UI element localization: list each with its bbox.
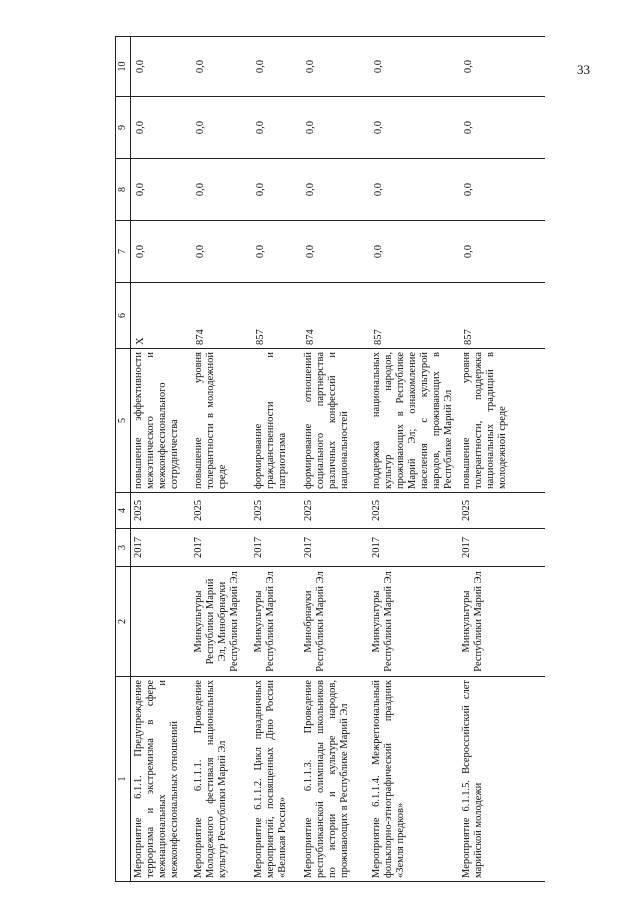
value-cell: 0,0 bbox=[369, 159, 459, 221]
value-cell: 0,0 bbox=[251, 97, 301, 159]
end-year-cell: 2025 bbox=[369, 493, 459, 529]
value-cell: 0,0 bbox=[459, 221, 545, 283]
column-header: 9 bbox=[116, 97, 131, 159]
end-year-cell: 2025 bbox=[251, 493, 301, 529]
table-row bbox=[459, 37, 545, 882]
value-cell: 0,0 bbox=[191, 159, 251, 221]
expected-result-cell: повышение уровня толерантности в молодежной среде bbox=[191, 349, 251, 493]
measure-name-cell: Мероприятие 6.1.1. Предупреждение терроризма и экстремизма в сфере межнациональных и межконфессиональных отношений bbox=[131, 677, 192, 882]
page-number: 33 bbox=[577, 62, 590, 77]
value-cell: 0,0 bbox=[369, 37, 459, 97]
value-cell: 0,0 bbox=[459, 97, 545, 159]
value-cell: 0,0 bbox=[191, 221, 251, 283]
expected-result-cell: поддержка национальных культур народов, проживающих в Республике Марий Эл; ознакомление населения с культурой народов, проживающих в Республике Марий Эл bbox=[369, 349, 459, 493]
value-cell: 0,0 bbox=[191, 97, 251, 159]
value-cell: 0,0 bbox=[369, 221, 459, 283]
executor-cell: Минкультуры Республики Марий Эл, Минобрнауки Республики Марий Эл bbox=[191, 567, 251, 677]
value-cell: 0,0 bbox=[301, 37, 369, 97]
code-cell: 874 bbox=[301, 283, 369, 349]
measure-name-cell: Мероприятие 6.1.1.4. Межрегиональный фольклорно-этнографический праздник «Земля предков» bbox=[369, 677, 459, 882]
table-row bbox=[301, 37, 369, 882]
executor-cell: Минкультуры Республики Марий Эл bbox=[459, 567, 545, 677]
value-cell: 0,0 bbox=[191, 37, 251, 97]
value-cell: 0,0 bbox=[459, 37, 545, 97]
end-year-cell: 2025 bbox=[191, 493, 251, 529]
measure-name-cell: Мероприятие 6.1.1.1. Проведение Молодежного фестиваля национальных культур Республики Марий Эл bbox=[191, 677, 251, 882]
executor-cell bbox=[131, 567, 192, 677]
rotated-table-container bbox=[115, 37, 613, 882]
start-year-cell: 2017 bbox=[369, 529, 459, 567]
value-cell: 0,0 bbox=[301, 159, 369, 221]
column-header: 2 bbox=[116, 567, 131, 677]
value-cell: 0,0 bbox=[131, 159, 192, 221]
start-year-cell: 2017 bbox=[251, 529, 301, 567]
end-year-cell: 2025 bbox=[301, 493, 369, 529]
value-cell: 0,0 bbox=[131, 221, 192, 283]
table-row bbox=[131, 37, 192, 882]
value-cell: 0,0 bbox=[459, 159, 545, 221]
code-cell: 857 bbox=[251, 283, 301, 349]
executor-cell: Минкультуры Республики Марий Эл bbox=[251, 567, 301, 677]
program-measures-table bbox=[115, 36, 545, 882]
start-year-cell: 2017 bbox=[131, 529, 192, 567]
value-cell: 0,0 bbox=[131, 37, 192, 97]
value-cell: 0,0 bbox=[251, 159, 301, 221]
column-header: 3 bbox=[116, 529, 131, 567]
value-cell: 0,0 bbox=[251, 37, 301, 97]
code-cell: 857 bbox=[459, 283, 545, 349]
start-year-cell: 2017 bbox=[301, 529, 369, 567]
code-cell: 857 bbox=[369, 283, 459, 349]
measure-name-cell: Мероприятие 6.1.1.5. Всероссийский слет марийской молодежи bbox=[459, 677, 545, 882]
expected-result-cell: формирование отношений социального партнерства различных конфессий и национальностей bbox=[301, 349, 369, 493]
column-header: 5 bbox=[116, 349, 131, 493]
expected-result-cell: повышение уровня толерантности, поддержка национальных традиций в молодежной среде bbox=[459, 349, 545, 493]
measure-name-cell: Мероприятие 6.1.1.3. Проведение республиканской олимпиады школьников по истории и культуре народов, проживающих в Республике Марий Эл bbox=[301, 677, 369, 882]
column-header: 10 bbox=[116, 37, 131, 97]
value-cell: 0,0 bbox=[301, 97, 369, 159]
code-cell: 874 bbox=[191, 283, 251, 349]
column-header: 1 bbox=[116, 677, 131, 882]
value-cell: 0,0 bbox=[131, 97, 192, 159]
measure-name-cell: Мероприятие 6.1.1.2. Цикл праздничных мероприятий, посвященных Дню России «Великая Россия» bbox=[251, 677, 301, 882]
end-year-cell: 2025 bbox=[459, 493, 545, 529]
expected-result-cell: повышение эффективности межэтнического и межконфессионального сотрудничества bbox=[131, 349, 192, 493]
table-row bbox=[369, 37, 459, 882]
table-row bbox=[191, 37, 251, 882]
value-cell: 0,0 bbox=[251, 221, 301, 283]
start-year-cell: 2017 bbox=[459, 529, 545, 567]
column-header: 7 bbox=[116, 221, 131, 283]
value-cell: 0,0 bbox=[369, 97, 459, 159]
value-cell: 0,0 bbox=[301, 221, 369, 283]
expected-result-cell: формирование гражданственности и патриотизма bbox=[251, 349, 301, 493]
table-row bbox=[251, 37, 301, 882]
executor-cell: Минкультуры Республики Марий Эл bbox=[369, 567, 459, 677]
start-year-cell: 2017 bbox=[191, 529, 251, 567]
column-header: 8 bbox=[116, 159, 131, 221]
code-cell: X bbox=[131, 283, 192, 349]
executor-cell: Минобрнауки Республики Марий Эл bbox=[301, 567, 369, 677]
table-header-row bbox=[116, 37, 131, 882]
column-header: 6 bbox=[116, 283, 131, 349]
column-header: 4 bbox=[116, 493, 131, 529]
end-year-cell: 2025 bbox=[131, 493, 192, 529]
